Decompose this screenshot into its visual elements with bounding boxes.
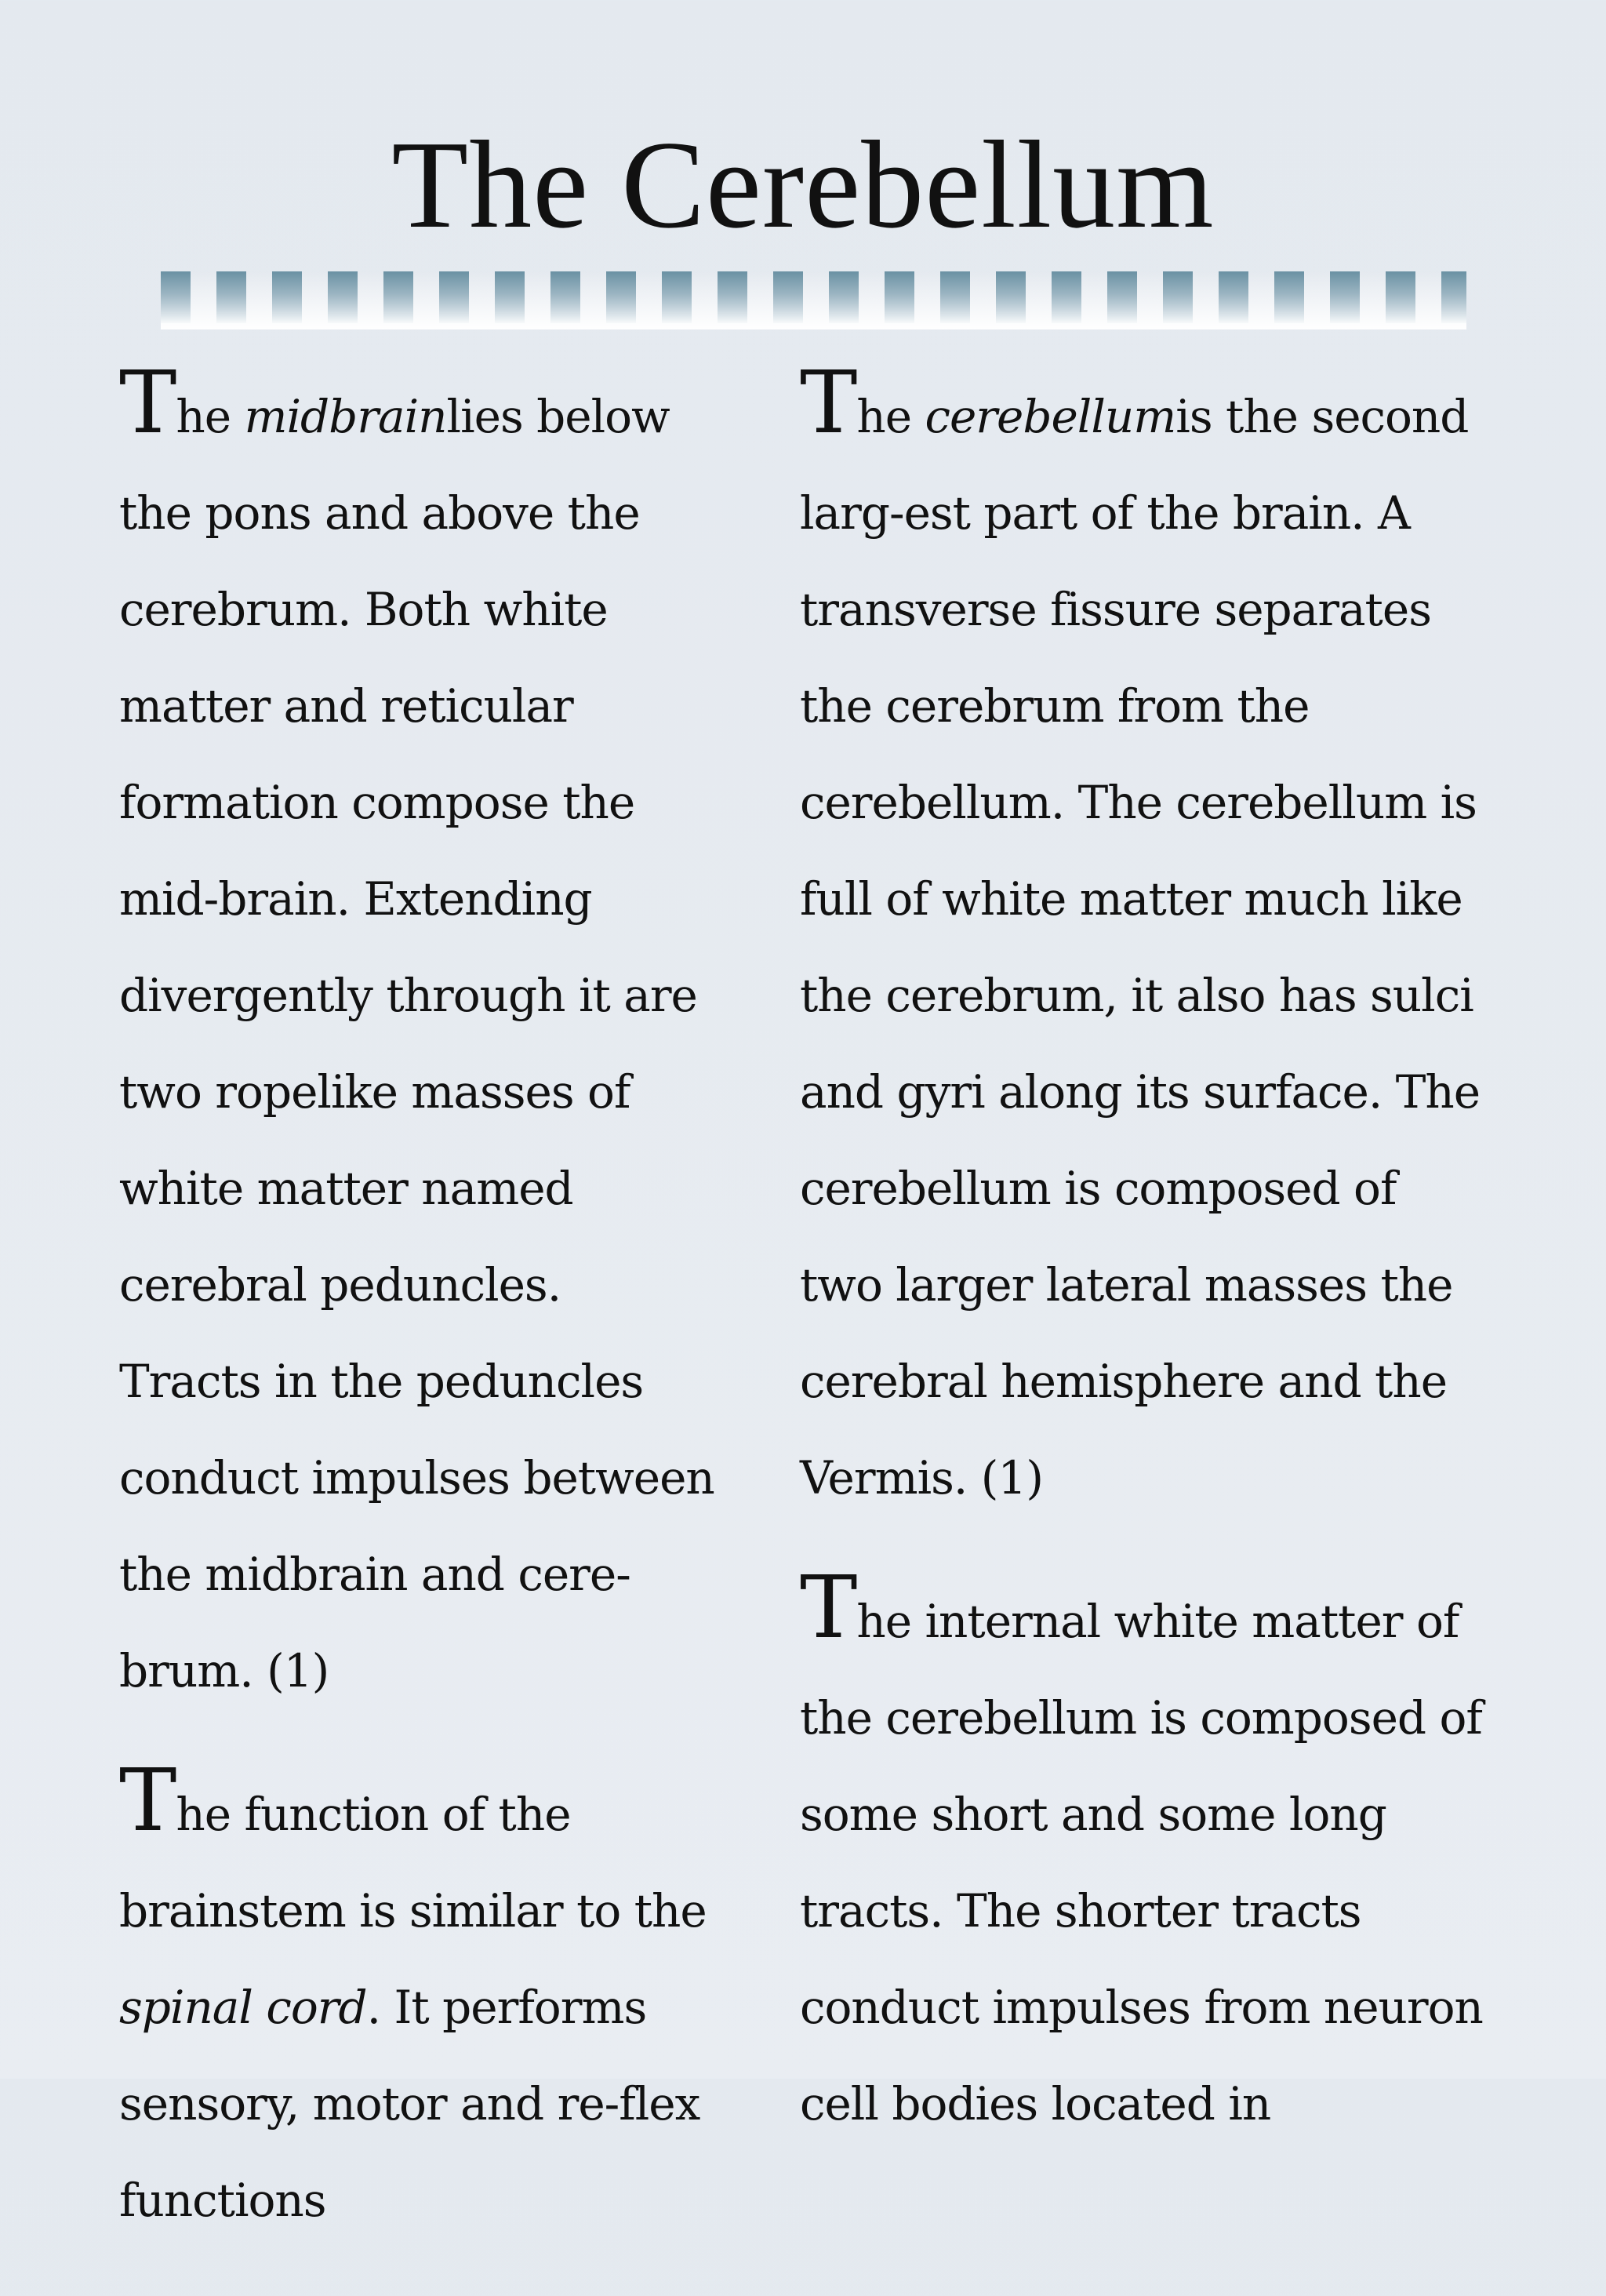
- paragraph-body: lies below the pons and above the cerebrum. Both white matter and reticular formation compose the mid-brain. Extending divergently through it are two ropelike masses of white matter named cerebral peduncles. Tracts in the peduncles conduct impulses between the midbrain and cere-brum. (1): [119, 390, 714, 1697]
- cerebellum-paragraph: [800, 352, 1490, 1526]
- right-column: [800, 352, 1490, 2200]
- drop-cap: T: [119, 1750, 176, 1850]
- term-midbrain: midbrain: [244, 390, 447, 443]
- left-column: [119, 352, 715, 2296]
- page-title: The Cerebellum: [391, 115, 1215, 254]
- paragraph-lead: he function of the brainstem is similar to the: [119, 1788, 707, 1938]
- paragraph-lead: he: [856, 390, 925, 443]
- paragraph-body: he internal white matter of the cerebellum is composed of some short and some long tracts. The shorter tracts conduct impulses from neuron cell bodies located in: [800, 1595, 1483, 2130]
- internal-white-matter-paragraph: [800, 1557, 1490, 2152]
- term-cerebellum: cerebellum: [925, 390, 1176, 443]
- paragraph-body: is the second larg-est part of the brain. A transverse fissure separates the cerebrum from the cerebellum. The cerebellum is full of white matter much like the cerebrum, it also has sulci and gyri along its surface. The cerebellum is composed of two larger lateral masses the cerebral hemisphere and the Vermis. (1): [800, 390, 1481, 1505]
- drop-cap: T: [119, 352, 176, 453]
- drop-cap: T: [800, 352, 857, 453]
- paragraph-lead: he: [176, 390, 245, 443]
- paragraph-body: . It performs sensory, motor and re-flex functions: [119, 1981, 700, 2227]
- midbrain-paragraph: [119, 352, 715, 1719]
- term-spinal-cord: spinal cord: [119, 1981, 367, 2034]
- brainstem-function-paragraph: [119, 1750, 715, 2249]
- divider-squares: [161, 271, 1466, 323]
- drop-cap: T: [800, 1557, 857, 1657]
- decorative-divider: [161, 271, 1466, 329]
